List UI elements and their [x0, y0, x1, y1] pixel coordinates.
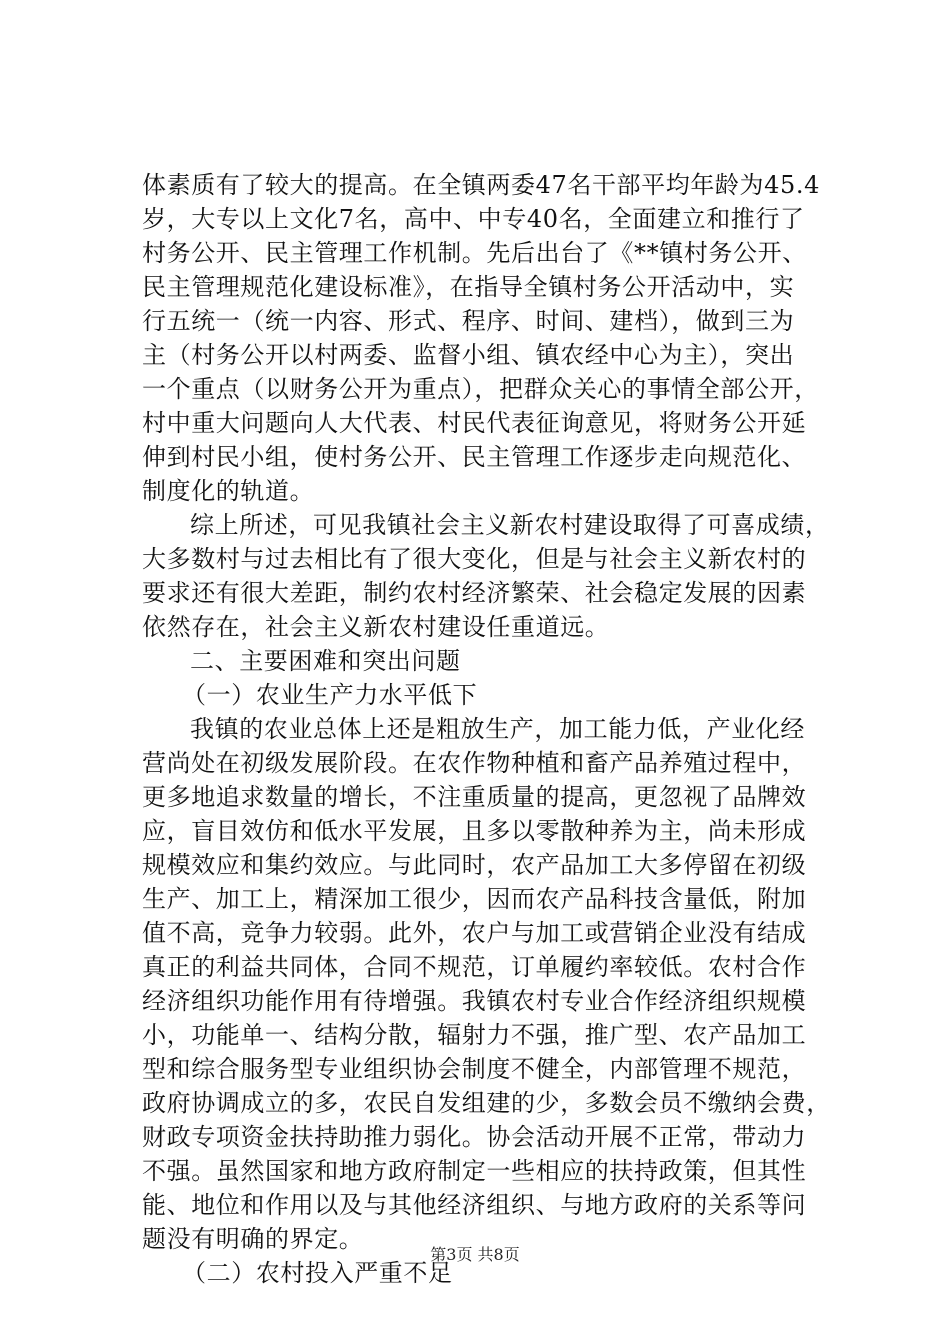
text-line: 能、地位和作用以及与其他经济组织、与地方政府的关系等问	[142, 1191, 807, 1219]
paragraph-3	[142, 712, 832, 1256]
subsection-heading: （二）农村投入严重不足	[182, 1259, 453, 1287]
paragraph-1	[142, 168, 832, 508]
text-line: 营尚处在初级发展阶段。在农作物种植和畜产品养殖过程中，	[142, 749, 807, 777]
text-line: 伸到村民小组，使村务公开、民主管理工作逐步走向规范化、	[142, 443, 807, 471]
subsection-heading: （一）农业生产力水平低下	[182, 681, 478, 709]
text-line: 更多地追求数量的增长，不注重质量的提高，更忽视了品牌效	[142, 783, 807, 811]
paragraph-2	[142, 508, 832, 644]
text-line: 村中重大问题向人大代表、村民代表征询意见，将财务公开延	[142, 409, 807, 437]
text-line: 岁，大专以上文化7名，高中、中专40名，全面建立和推行了	[142, 205, 805, 233]
text-line: 我镇的农业总体上还是粗放生产，加工能力低，产业化经	[190, 715, 805, 743]
text-line: 财政专项资金扶持助推力弱化。协会活动开展不正常，带动力	[142, 1123, 807, 1151]
text-line: 政府协调成立的多，农民自发组建的少，多数会员不缴纳会费，	[142, 1089, 831, 1117]
text-line: 要求还有很大差距，制约农村经济繁荣、社会稳定发展的因素	[142, 579, 807, 607]
text-line: 规模效应和集约效应。与此同时，农产品加工大多停留在初级	[142, 851, 807, 879]
text-line: 一个重点（以财务公开为重点），把群众关心的事情全部公开，	[142, 375, 819, 403]
text-line: 应，盲目效仿和低水平发展，且多以零散种养为主，尚未形成	[142, 817, 807, 845]
text-line: 不强。虽然国家和地方政府制定一些相应的扶持政策，但其性	[142, 1157, 807, 1185]
text-line: 经济组织功能作用有待增强。我镇农村专业合作经济组织规模	[142, 987, 807, 1015]
text-line: 小，功能单一、结构分散，辐射力不强，推广型、农产品加工	[142, 1021, 807, 1049]
text-line: 型和综合服务型专业组织协会制度不健全，内部管理不规范，	[142, 1055, 807, 1083]
text-line: 题没有明确的界定。	[142, 1225, 364, 1253]
section-heading: 二、主要困难和突出问题	[190, 647, 461, 675]
text-line: 真正的利益共同体，合同不规范，订单履约率较低。农村合作	[142, 953, 807, 981]
text-line: 大多数村与过去相比有了很大变化，但是与社会主义新农村的	[142, 545, 807, 573]
document-body	[142, 168, 832, 1290]
text-line: 生产、加工上，精深加工很少，因而农产品科技含量低，附加	[142, 885, 807, 913]
text-line: 体素质有了较大的提高。在全镇两委47名干部平均年龄为45.4	[142, 171, 820, 199]
page-number-footer: 第3页 共8页	[430, 1245, 520, 1264]
text-line: 主（村务公开以村两委、监督小组、镇农经中心为主），突出	[142, 341, 795, 369]
text-line: 制度化的轨道。	[142, 477, 315, 505]
text-line: 依然存在，社会主义新农村建设任重道远。	[142, 613, 610, 641]
text-line: 行五统一（统一内容、形式、程序、时间、建档），做到三为	[142, 307, 795, 335]
text-line: 值不高，竞争力较弱。此外，农户与加工或营销企业没有结成	[142, 919, 807, 947]
text-line: 村务公开、民主管理工作机制。先后出台了《**镇村务公开、	[142, 239, 807, 267]
text-line: 民主管理规范化建设标准》，在指导全镇村务公开活动中，实	[142, 273, 795, 301]
text-line: 综上所述，可见我镇社会主义新农村建设取得了可喜成绩，	[190, 511, 830, 539]
